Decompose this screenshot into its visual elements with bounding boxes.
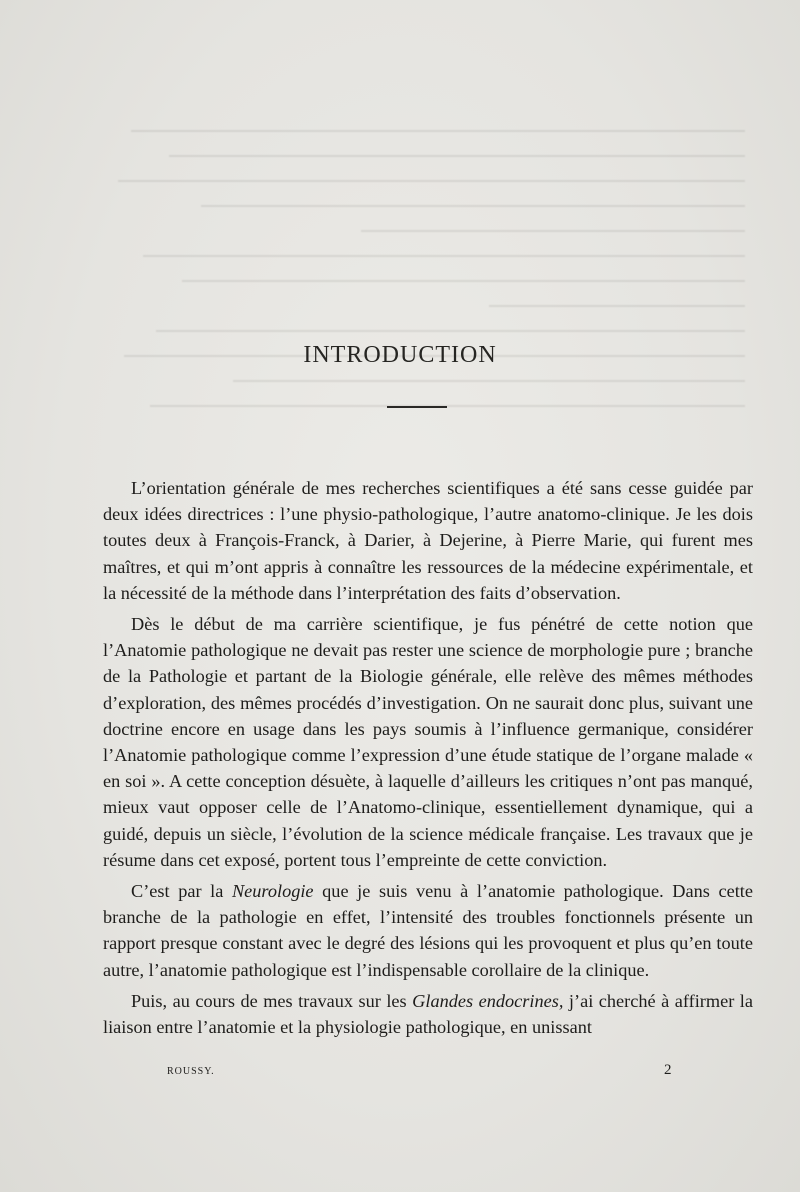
show-through-text: [105, 130, 745, 450]
title-rule: [387, 406, 447, 408]
paragraph-1: L’orientation générale de mes recherches scientifiques a été sans cesse guidée par deux idées directrices : l’une physio-pathologique, l’autre anatomo-clinique. Je les dois toutes deux à François-Franck, à Darier, à Dejerine, à Pierre Marie, qui furent mes maîtres, et qui m’ont appris à connaître les ressources de la médecine expérimentale, et la nécessité de la méthode dans l’interprétation des faits d’observation.: [103, 478, 753, 603]
paragraph-3: C’est par la Neurologie que je suis venu à l’anatomie pathologique. Dans cette branche de la pathologie en effet, l’intensité des troubles fonctionnels présente un rapport presque constant avec le degré des lésions qui les provoquent et plus qu’en toute autre, l’anatomie pathologique est l’indispensable corollaire de la clinique.: [103, 881, 753, 980]
paragraph-4: Puis, au cours de mes travaux sur les Glandes endocrines, j’ai cherché à affirmer la liaison entre l’anatomie et la physiologie pathologique, en unissant: [103, 990, 753, 1038]
page-title: INTRODUCTION: [303, 342, 497, 368]
italic-term: Glandes endocrines,: [412, 990, 564, 1011]
body-text: [103, 475, 753, 1045]
italic-term: Neurologie: [231, 881, 314, 902]
page-number: 2: [664, 1062, 672, 1078]
footer-author: ROUSSY.: [167, 1066, 215, 1077]
paragraph-2: Dès le début de ma carrière scientifique, je fus pénétré de cette notion que l’Anatomie pathologique ne devait pas rester une science de morphologie pure ; branche de la Pathologie et partant de la Biologie générale, elle relève des mêmes méthodes d’exploration, des mêmes procédés d’investigation. On ne saurait donc plus, suivant une doctrine encore en usage dans les pays soumis à l’influence germanique, considérer l’Anatomie pathologique comme l’expression d’une étude statique de l’organe malade « en soi ». A cette conception désuète, à laquelle d’ailleurs les critiques n’ont pas manqué, mieux vaut opposer celle de l’Anatomo-clinique, essentiellement dynamique, qui a guidé, depuis un siècle, l’évolution de la science médicale française. Les travaux que je résume dans cet exposé, portent tous l’empreinte de cette conviction.: [103, 614, 753, 870]
